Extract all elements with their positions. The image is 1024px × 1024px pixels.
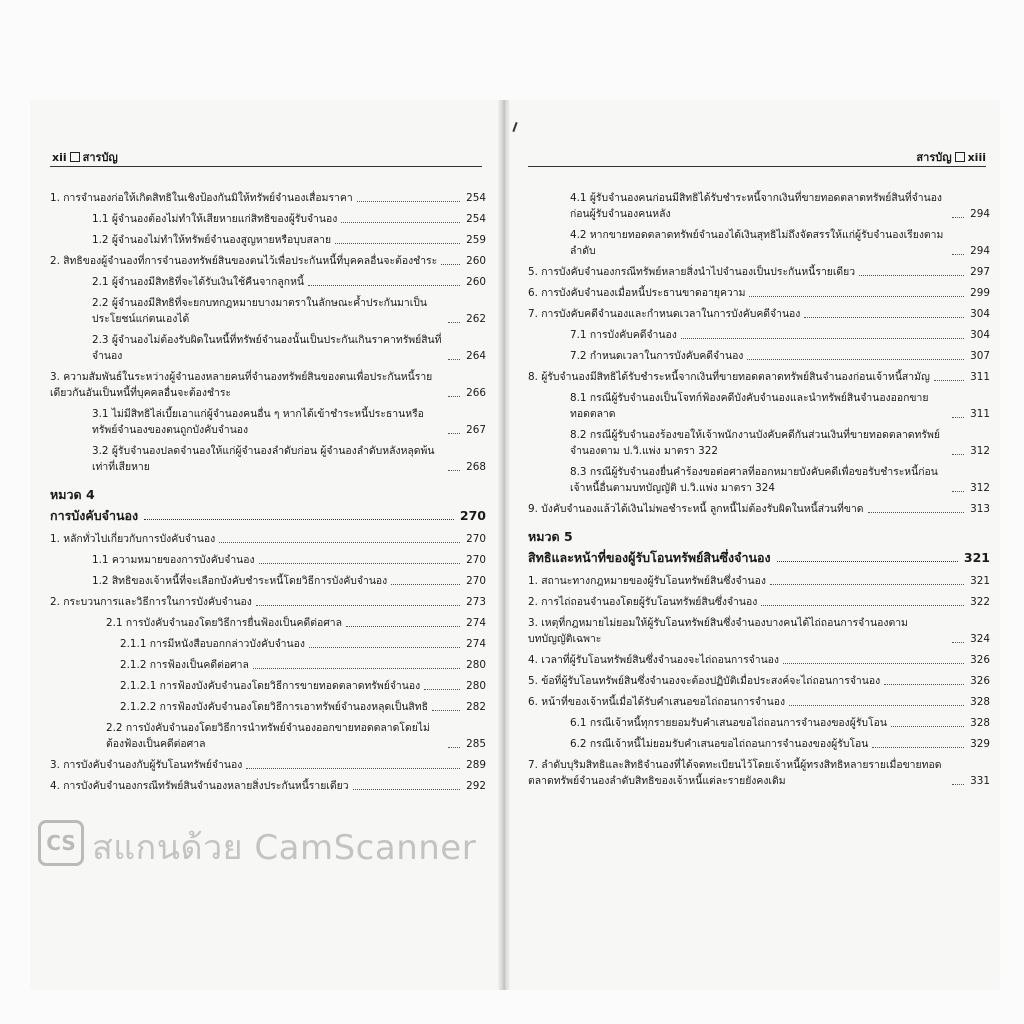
- toc-entry[interactable]: [50, 720, 486, 752]
- toc-entry-page: 292: [466, 780, 486, 792]
- toc-entry[interactable]: [50, 332, 486, 364]
- right-toc: [528, 190, 990, 794]
- dot-leader: [448, 396, 460, 397]
- toc-entry-page: 266: [466, 387, 486, 399]
- toc-entry-page: 260: [466, 255, 486, 267]
- toc-entry-page: 270: [466, 575, 486, 587]
- toc-entry-title: 2.1.2.2 การฟ้องบังคับจำนองโดยวิธีการเอาทรัพย์จำนองหลุดเป็นสิทธิ: [120, 701, 428, 713]
- toc-entry-page: 280: [466, 659, 486, 671]
- toc-entry[interactable]: [528, 348, 990, 364]
- toc-entry[interactable]: [50, 552, 486, 568]
- toc-entry-page: 324: [970, 633, 990, 645]
- toc-entry[interactable]: [50, 531, 486, 547]
- toc-entry[interactable]: [528, 594, 990, 610]
- dot-leader: [448, 747, 460, 748]
- chapter-4-title: การบังคับจำนอง: [50, 508, 139, 523]
- book-gutter: [498, 100, 510, 990]
- dot-leader: [747, 359, 964, 360]
- chapter-5-title-row[interactable]: [528, 549, 990, 567]
- toc-entry-title: 7.1 การบังคับคดีจำนอง: [570, 329, 677, 341]
- toc-entry[interactable]: [528, 715, 990, 731]
- toc-entry-page: 285: [466, 738, 486, 750]
- toc-entry-title: 3.2 ผู้รับจำนองปลดจำนองให้แก่ผู้จำนองลำดับก่อน ผู้จำนองลำดับหลังหลุดพ้นเท่าที่เสียหาย: [92, 445, 435, 473]
- dot-leader: [253, 668, 460, 669]
- toc-entry[interactable]: [50, 778, 486, 794]
- chapter-4-entries: [50, 531, 486, 794]
- chapter-4-label: หมวด 4: [50, 487, 95, 502]
- toc-entry-title: 1. หลักทั่วไปเกี่ยวกับการบังคับจำนอง: [50, 533, 216, 545]
- dot-leader: [952, 642, 964, 643]
- dot-leader: [259, 563, 460, 564]
- left-header-rule: [50, 166, 482, 167]
- dot-leader: [952, 454, 964, 455]
- dot-leader: [952, 491, 964, 492]
- dot-leader: [353, 789, 460, 790]
- toc-entry-title: 2.1.2 การฟ้องเป็นคดีต่อศาล: [120, 659, 249, 671]
- toc-entry[interactable]: [50, 211, 486, 227]
- toc-entry-title: 1.2 ผู้จำนองไม่ทำให้ทรัพย์จำนองสูญหายหรือบุบสลาย: [92, 234, 332, 246]
- left-header-title: สารบัญ: [82, 151, 118, 164]
- toc-entry-title: 1.1 ผู้จำนองต้องไม่ทำให้เสียหายแก่สิทธิของผู้รับจำนอง: [92, 213, 338, 225]
- toc-entry-title: 7.2 กำหนดเวลาในการบังคับคดีจำนอง: [570, 350, 744, 362]
- toc-entry-page: 270: [466, 554, 486, 566]
- chapter-5-entries: [528, 573, 990, 789]
- toc-entry[interactable]: [50, 615, 486, 631]
- toc-entry-title: 1.1 ความหมายของการบังคับจำนอง: [92, 554, 255, 566]
- dot-leader: [341, 222, 460, 223]
- toc-entry-page: 267: [466, 424, 486, 436]
- dot-leader: [789, 705, 964, 706]
- square-icon: [70, 152, 80, 162]
- square-icon: [955, 152, 965, 162]
- toc-entry-page: 274: [466, 617, 486, 629]
- toc-entry-page: 321: [970, 575, 990, 587]
- dot-leader: [246, 768, 460, 769]
- toc-entry[interactable]: [528, 573, 990, 589]
- toc-entry[interactable]: [528, 327, 990, 343]
- right-toc-entries: [528, 190, 990, 517]
- toc-entry-page: 312: [970, 482, 990, 494]
- toc-entry[interactable]: [528, 673, 990, 689]
- dot-leader: [346, 626, 460, 627]
- toc-entry[interactable]: [528, 501, 990, 517]
- toc-entry-title: 7. การบังคับคดีจำนองและกำหนดเวลาในการบังคับคดีจำนอง: [528, 308, 801, 320]
- toc-entry[interactable]: [528, 694, 990, 710]
- toc-entry-title: 5. ข้อที่ผู้รับโอนทรัพย์สินซึ่งจำนองจะต้องปฏิบัติเมื่อประสงค์จะไถ่ถอนการจำนอง: [528, 675, 881, 687]
- toc-entry-title: 1. สถานะทางกฎหมายของผู้รับโอนทรัพย์สินซึ่งจำนอง: [528, 575, 766, 587]
- toc-entry[interactable]: [50, 369, 486, 401]
- toc-entry[interactable]: [528, 757, 990, 789]
- dot-leader: [859, 275, 964, 276]
- toc-entry-page: 322: [970, 596, 990, 608]
- dot-leader: [681, 338, 964, 339]
- toc-entry[interactable]: [50, 295, 486, 327]
- toc-entry-title: 2. การไถ่ถอนจำนองโดยผู้รับโอนทรัพย์สินซึ่งจำนอง: [528, 596, 758, 608]
- toc-entry[interactable]: [50, 699, 486, 715]
- toc-entry[interactable]: [528, 464, 990, 496]
- toc-entry[interactable]: [50, 274, 486, 290]
- toc-entry-title: 2.1 ผู้จำนองมีสิทธิที่จะได้รับเงินใช้คืนจากลูกหนี้: [92, 276, 305, 288]
- toc-entry-page: 268: [466, 461, 486, 473]
- dot-leader: [749, 296, 964, 297]
- chapter-4-title-row[interactable]: [50, 507, 486, 525]
- dot-leader: [308, 285, 460, 286]
- dot-leader: [868, 512, 964, 513]
- dot-leader: [872, 747, 964, 748]
- toc-entry-title: 2. สิทธิของผู้จำนองที่การจำนองทรัพย์สินของตนไว้เพื่อประกันหนี้ที่บุคคลอื่นจะต้องชำระ: [50, 255, 438, 267]
- toc-entry-page: 274: [466, 638, 486, 650]
- dot-leader: [448, 322, 460, 323]
- toc-entry[interactable]: [528, 227, 990, 259]
- toc-entry-page: 297: [970, 266, 990, 278]
- toc-entry-page: 254: [466, 192, 486, 204]
- dot-leader: [441, 264, 460, 265]
- toc-entry-page: 311: [970, 408, 990, 420]
- toc-entry-title: 2.1.2.1 การฟ้องบังคับจำนองโดยวิธีการขายทอดตลาดทรัพย์จำนอง: [120, 680, 421, 692]
- toc-entry-page: 328: [970, 696, 990, 708]
- toc-entry-title: 2.3 ผู้จำนองไม่ต้องรับผิดในหนี้ที่ทรัพย์จำนองนั้นเป็นประกันเกินราคาทรัพย์สินที่จำนอง: [92, 334, 442, 362]
- toc-entry[interactable]: [50, 573, 486, 589]
- toc-entry-page: 260: [466, 276, 486, 288]
- toc-entry[interactable]: [50, 253, 486, 269]
- toc-entry-title: 6. หน้าที่ของเจ้าหนี้เมื่อได้รับคำเสนอขอไถ่ถอนการจำนอง: [528, 696, 786, 708]
- right-header-rule: [528, 166, 986, 167]
- watermark-text: สแกนด้วย CamScanner: [92, 828, 477, 868]
- toc-entry[interactable]: [528, 285, 990, 301]
- toc-entry-page: 254: [466, 213, 486, 225]
- dot-leader: [952, 784, 964, 785]
- toc-entry-page: 294: [970, 245, 990, 257]
- toc-entry-page: 294: [970, 208, 990, 220]
- left-toc-entries: [50, 190, 486, 475]
- dot-leader: [783, 663, 964, 664]
- toc-entry[interactable]: [50, 678, 486, 694]
- dot-leader: [309, 647, 460, 648]
- toc-entry[interactable]: [50, 657, 486, 673]
- left-running-header: [52, 148, 118, 166]
- toc-entry[interactable]: [50, 636, 486, 652]
- dot-leader: [448, 470, 460, 471]
- toc-entry[interactable]: [528, 615, 990, 647]
- toc-entry-title: 2. กระบวนการและวิธีการในการบังคับจำนอง: [50, 596, 252, 608]
- dot-leader: [432, 710, 460, 711]
- toc-entry-page: 262: [466, 313, 486, 325]
- toc-entry-page: 259: [466, 234, 486, 246]
- toc-entry-title: 8. ผู้รับจำนองมีสิทธิได้รับชำระหนี้จากเงินที่ขายทอดตลาดทรัพย์สินจำนองก่อนเจ้าหนี้สามัญ: [528, 371, 930, 383]
- toc-entry-title: 3. เหตุที่กฎหมายไม่ยอมให้ผู้รับโอนทรัพย์สินซึ่งจำนองบางคนได้ไถ่ถอนการจำนองตามบทบัญญัติเฉพาะ: [528, 617, 908, 645]
- toc-entry-page: 280: [466, 680, 486, 692]
- toc-entry-page: 312: [970, 445, 990, 457]
- toc-entry[interactable]: [528, 736, 990, 752]
- left-toc: [50, 190, 486, 799]
- toc-entry-page: 313: [970, 503, 990, 515]
- toc-entry-page: 326: [970, 675, 990, 687]
- dot-leader: [804, 317, 964, 318]
- toc-entry[interactable]: [528, 264, 990, 280]
- dot-leader: [952, 217, 964, 218]
- dot-leader: [891, 726, 964, 727]
- toc-entry-page: 270: [466, 533, 486, 545]
- toc-entry-page: 304: [970, 329, 990, 341]
- toc-entry-page: 304: [970, 308, 990, 320]
- dot-leader: [448, 433, 460, 434]
- toc-entry-title: 8.3 กรณีผู้รับจำนองยื่นคำร้องขอต่อศาลที่ออกหมายบังคับคดีเพื่อขอรับชำระหนี้ก่อนเจ้าหนี้อื่นตามบทบัญญัติ ป.วิ.แพ่ง มาตรา 324: [570, 466, 938, 494]
- toc-entry-title: 4. การบังคับจำนองกรณีทรัพย์สินจำนองหลายสิ่งประกันหนี้รายเดียว: [50, 780, 349, 792]
- left-page-number: xii: [52, 151, 67, 164]
- dot-leader: [448, 359, 460, 360]
- right-running-header: [916, 148, 986, 166]
- toc-entry-title: 4. เวลาที่ผู้รับโอนทรัพย์สินซึ่งจำนองจะไถ่ถอนการจำนอง: [528, 654, 779, 666]
- dot-leader: [884, 684, 964, 685]
- dot-leader: [219, 542, 460, 543]
- toc-entry-page: 329: [970, 738, 990, 750]
- toc-entry-title: 4.2 หากขายทอดตลาดทรัพย์จำนองได้เงินสุทธิไม่ถึงจัดสรรให้แก่ผู้รับจำนองเรียงตามลำดับ: [570, 229, 944, 257]
- toc-entry[interactable]: [50, 757, 486, 773]
- toc-entry-title: 7. ลำดับบุริมสิทธิและสิทธิจำนองที่ได้จดทะเบียนไว้โดยเจ้าหนี้ผู้ทรงสิทธิหลายรายเมื่อขายทอดตลาดทรัพย์จำนองลำดับสิทธิของเจ้าหนี้แต่ละรายยังคงเดิม: [528, 759, 942, 787]
- toc-entry[interactable]: [528, 427, 990, 459]
- dot-leader: [256, 605, 460, 606]
- dot-leader: [952, 417, 964, 418]
- right-page-number: xiii: [967, 151, 986, 164]
- toc-entry-title: 8.2 กรณีผู้รับจำนองร้องขอให้เจ้าพนักงานบังคับคดีกันส่วนเงินที่ขายทอดตลาดทรัพย์จำนองตาม ป.วิ.แพ่ง มาตรา 322: [570, 429, 940, 457]
- toc-entry-title: 8.1 กรณีผู้รับจำนองเป็นโจทก์ฟ้องคดีบังคับจำนองและนำทรัพย์สินจำนองออกขายทอดตลาด: [570, 392, 929, 420]
- toc-entry-page: 307: [970, 350, 990, 362]
- dot-leader: [391, 584, 460, 585]
- toc-entry-title: 3. การบังคับจำนองกับผู้รับโอนทรัพย์จำนอง: [50, 759, 243, 771]
- toc-entry-page: 299: [970, 287, 990, 299]
- toc-entry-title: 2.2 ผู้จำนองมีสิทธิที่จะยกบทกฎหมายบางมาตราในลักษณะค้ำประกันมาเป็นประโยชน์แก่ตนเองได้: [92, 297, 427, 325]
- camscanner-watermark: [38, 818, 498, 868]
- chapter-4-page: 270: [459, 508, 486, 523]
- toc-entry-title: 6.2 กรณีเจ้าหนี้ไม่ยอมรับคำเสนอขอไถ่ถอนการจำนองของผู้รับโอน: [570, 738, 869, 750]
- chapter-5-title: สิทธิและหน้าที่ของผู้รับโอนทรัพย์สินซึ่งจำนอง: [528, 550, 771, 565]
- toc-entry[interactable]: [50, 232, 486, 248]
- dot-leader: [357, 201, 460, 202]
- toc-entry[interactable]: [50, 443, 486, 475]
- toc-entry-title: 1. การจำนองก่อให้เกิดสิทธิในเชิงป้องกันมิให้ทรัพย์จำนองเสื่อมราคา: [50, 192, 353, 204]
- toc-entry[interactable]: [528, 390, 990, 422]
- toc-entry-page: 326: [970, 654, 990, 666]
- toc-entry-page: 331: [970, 775, 990, 787]
- toc-entry-title: 5. การบังคับจำนองกรณีทรัพย์หลายสิ่งนำไปจำนองเป็นประกันหนี้รายเดียว: [528, 266, 856, 278]
- dot-leader: [934, 380, 964, 381]
- toc-entry[interactable]: [528, 190, 990, 222]
- toc-entry-title: 1.2 สิทธิของเจ้าหนี้ที่จะเลือกบังคับชำระหนี้โดยวิธีการบังคับจำนอง: [92, 575, 388, 587]
- toc-entry-title: 4.1 ผู้รับจำนองคนก่อนมีสิทธิได้รับชำระหนี้จากเงินที่ขายทอดตลาดทรัพย์สินที่จำนองก่อนผู้รับจำนองคนหลัง: [570, 192, 943, 220]
- dot-leader: [777, 561, 958, 562]
- toc-entry[interactable]: [50, 594, 486, 610]
- toc-entry[interactable]: [528, 306, 990, 322]
- dot-leader: [952, 254, 964, 255]
- toc-entry-title: 6. การบังคับจำนองเมื่อหนี้ประธานขาดอายุความ: [528, 287, 746, 299]
- toc-entry-title: 2.2 การบังคับจำนองโดยวิธีการนำทรัพย์จำนองออกขายทอดตลาดโดยไม่ต้องฟ้องเป็นคดีต่อศาล: [106, 722, 430, 750]
- toc-entry[interactable]: [50, 190, 486, 206]
- toc-entry-page: 273: [466, 596, 486, 608]
- toc-entry-title: 3.1 ไม่มีสิทธิไล่เบี้ยเอาแก่ผู้จำนองคนอื่น ๆ หากได้เข้าชำระหนี้ประธานหรือทรัพย์จำนองของตนถูกบังคับจำนอง: [92, 408, 424, 436]
- toc-entry-page: 289: [466, 759, 486, 771]
- dot-leader: [770, 584, 964, 585]
- dot-leader: [761, 605, 964, 606]
- toc-entry-title: 9. บังคับจำนองแล้วได้เงินไม่พอชำระหนี้ ลูกหนี้ไม่ต้องรับผิดในหนี้ส่วนที่ขาด: [528, 503, 864, 515]
- toc-entry-title: 2.1 การบังคับจำนองโดยวิธีการยื่นฟ้องเป็นคดีต่อศาล: [106, 617, 342, 629]
- toc-entry-title: 2.1.1 การมีหนังสือบอกกล่าวบังคับจำนอง: [120, 638, 305, 650]
- toc-entry-title: 6.1 กรณีเจ้าหนี้ทุกรายยอมรับคำเสนอขอไถ่ถอนการจำนองของผู้รับโอน: [570, 717, 887, 729]
- toc-entry-page: 282: [466, 701, 486, 713]
- chapter-5-label: หมวด 5: [528, 529, 573, 544]
- right-header-title: สารบัญ: [916, 151, 952, 164]
- toc-entry[interactable]: [50, 406, 486, 438]
- chapter-5-page: 321: [963, 550, 990, 565]
- toc-entry-page: 311: [970, 371, 990, 383]
- toc-entry[interactable]: [528, 369, 990, 385]
- dot-leader: [335, 243, 460, 244]
- toc-entry-page: 264: [466, 350, 486, 362]
- dot-leader: [424, 689, 460, 690]
- toc-entry-page: 328: [970, 717, 990, 729]
- toc-entry-title: 3. ความสัมพันธ์ในระหว่างผู้จำนองหลายคนที่จำนองทรัพย์สินของตนเพื่อประกันหนี้รายเดียวกันอันเป็นหนี้ที่บุคคลอื่นจะต้องชำระ: [50, 371, 433, 399]
- camscanner-logo-icon: CS: [38, 820, 84, 866]
- dot-leader: [144, 519, 454, 520]
- toc-entry[interactable]: [528, 652, 990, 668]
